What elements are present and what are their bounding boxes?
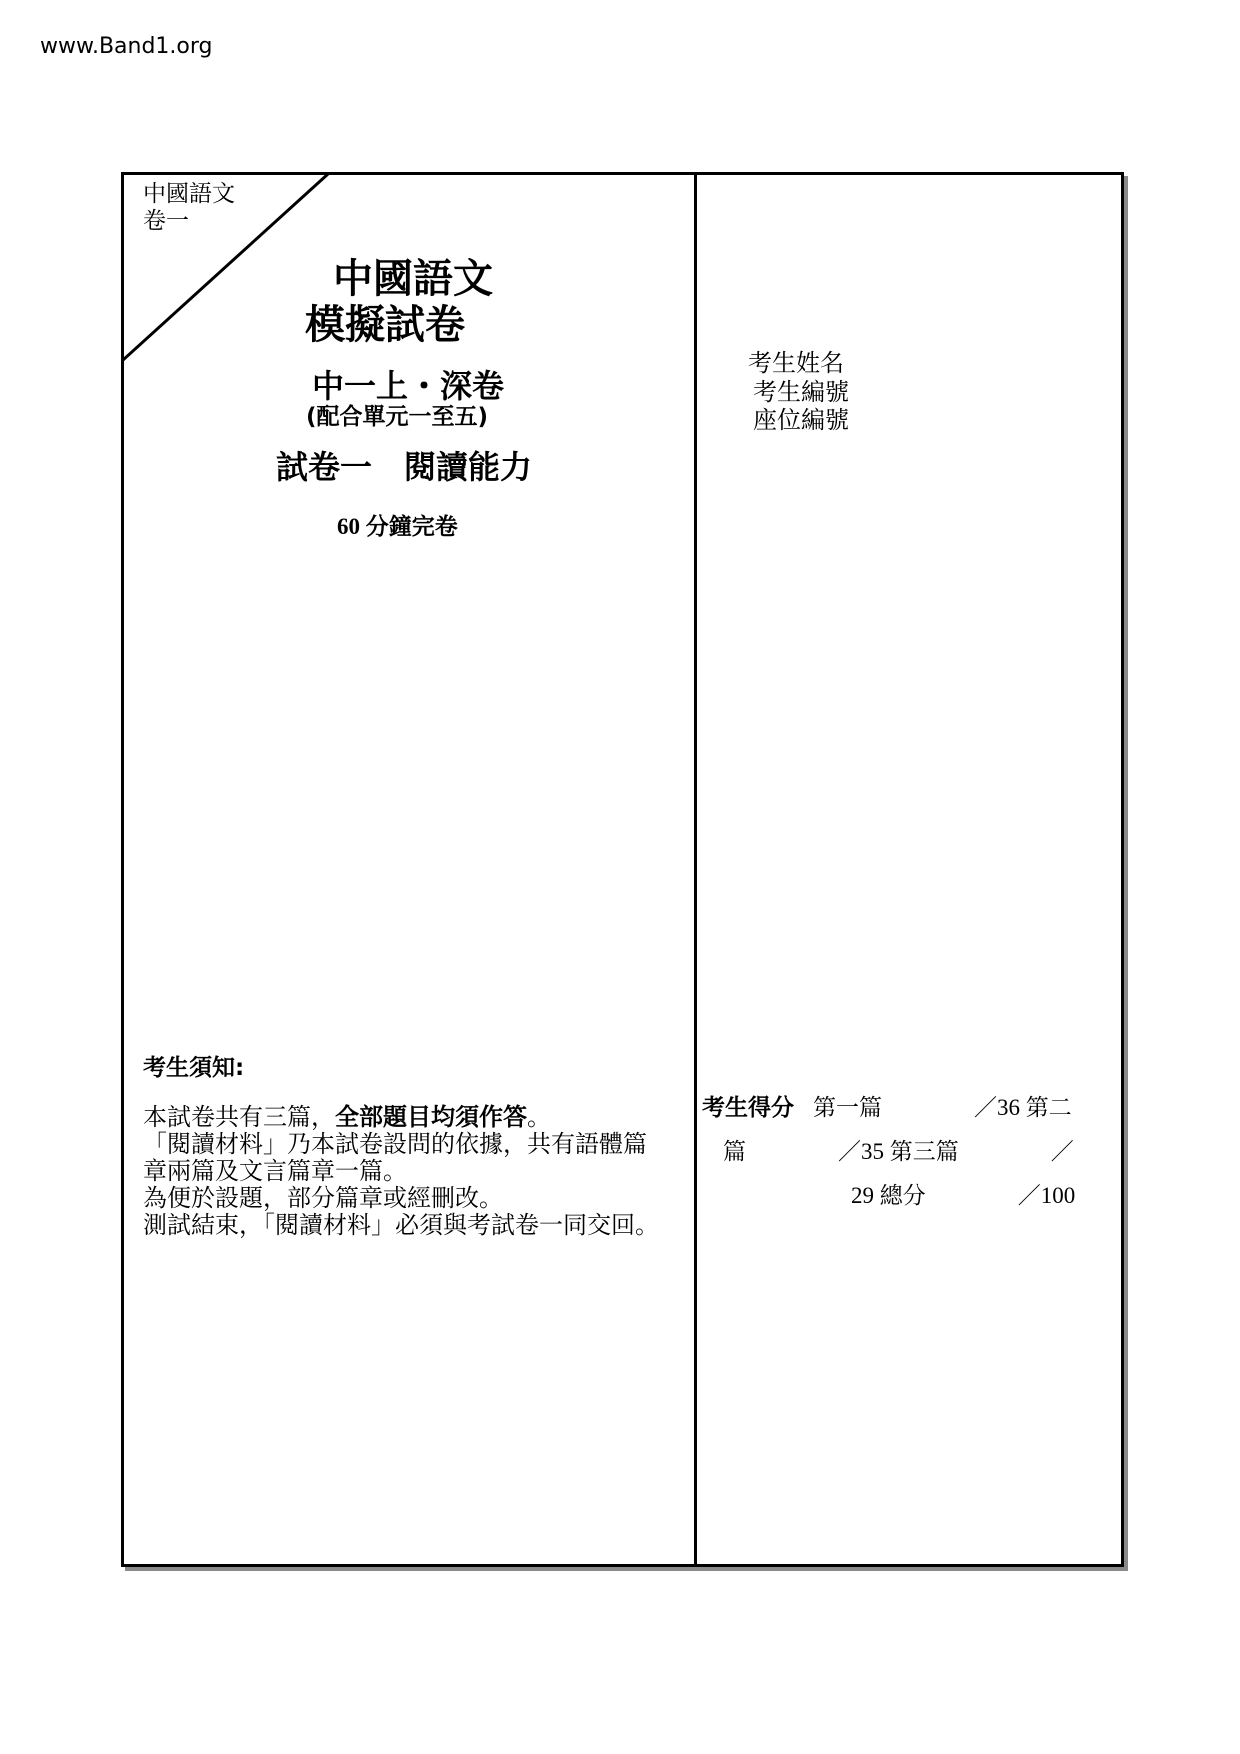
duration-label: 60 分鐘完卷 (337, 514, 458, 539)
score-heading: 考生得分 (702, 1095, 794, 1121)
score-row-1: 第一篇 ／36 第二 (813, 1095, 1072, 1120)
candidate-number-label: 考生編號 (753, 378, 849, 406)
score-row-3: 29 總分 ／100 (851, 1183, 1076, 1208)
instruction-line-2: 「閱讀材料」乃本試卷設問的依據，共有語體篇 (143, 1130, 647, 1158)
candidate-name-label: 考生姓名 (748, 349, 844, 377)
instructions-body (143, 1104, 659, 1239)
instruction-line-5: 測試結束，「閱讀材料」必須與考試卷一同交回。 (143, 1211, 659, 1239)
instruction-1-prefix: 本試卷共有三篇， (143, 1103, 335, 1131)
instruction-1-suffix: 。 (527, 1103, 551, 1131)
score-row-2: 篇 ／35 第三篇 ／ (723, 1139, 1074, 1164)
site-url: www.Band1.org (40, 34, 213, 59)
instruction-line-1 (143, 1104, 659, 1131)
units-label: (配合單元一至五) (306, 404, 489, 430)
corner-subject: 中國語文 (143, 181, 235, 207)
title-line-1: 中國語文 (333, 256, 493, 302)
level-label: 中一上・深卷 (312, 367, 505, 405)
instruction-1-emphasis: 全部題目均須作答 (335, 1103, 527, 1131)
instruction-line-3: 章兩篇及文言篇章一篇。 (143, 1157, 407, 1185)
seat-number-label: 座位編號 (753, 406, 849, 434)
corner-paper: 卷一 (143, 208, 189, 234)
corner-label (143, 181, 235, 235)
instructions-heading: 考生須知: (143, 1055, 245, 1081)
title-line-2: 模擬試卷 (305, 302, 465, 348)
instruction-line-4: 為便於設題，部分篇章或經刪改。 (143, 1184, 503, 1212)
paper-label: 試卷一 閱讀能力 (276, 448, 533, 486)
